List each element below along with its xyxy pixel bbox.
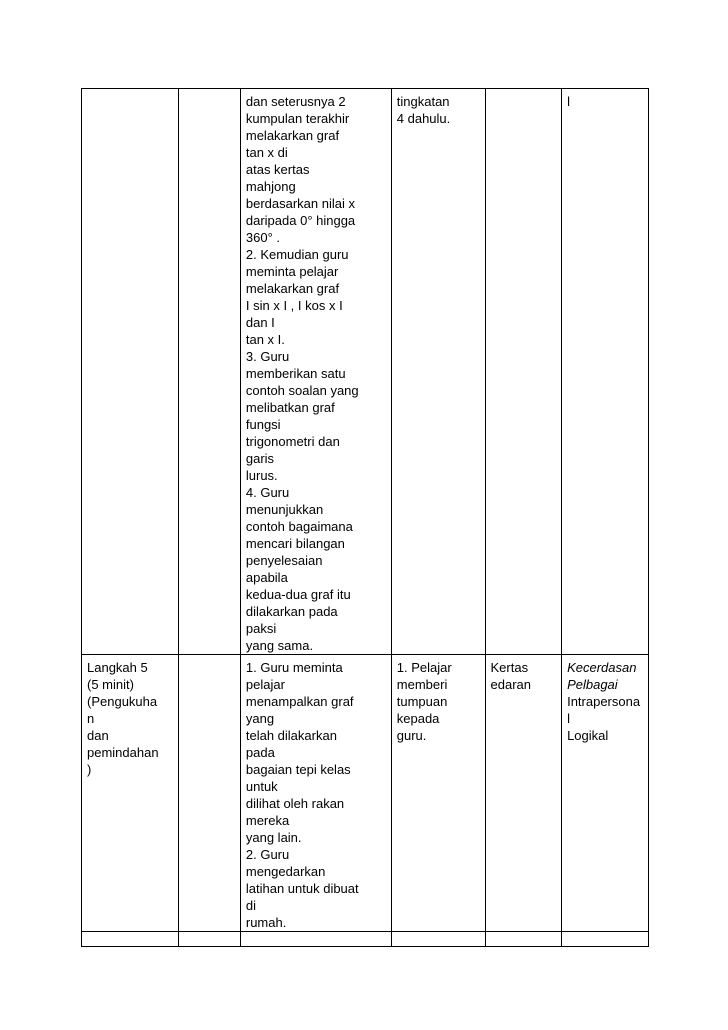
student-activity-cell xyxy=(391,89,485,655)
text-line: meminta pelajar xyxy=(245,264,339,279)
table-row xyxy=(82,89,649,655)
text-line: latihan untuk dibuat xyxy=(245,881,359,896)
text-line: Logikal xyxy=(567,728,609,743)
text-line: memberikan satu xyxy=(245,366,346,381)
objective-cell xyxy=(179,89,241,655)
teacher-activity-cell xyxy=(240,89,391,655)
text-line: tan x I. xyxy=(245,332,285,347)
text-line: apabila xyxy=(245,570,288,585)
text-line: 360° . xyxy=(245,230,280,245)
text-line: paksi xyxy=(245,621,277,636)
text-line: mencari bilangan xyxy=(245,536,345,551)
teacher-activity-cell xyxy=(240,655,391,932)
text-line: dilihat oleh rakan xyxy=(245,796,345,811)
objective-cell xyxy=(179,655,241,932)
notes-cell xyxy=(562,89,649,655)
empty-cell xyxy=(82,932,179,947)
materials-cell xyxy=(485,655,562,932)
text-line: menunjukkan xyxy=(245,502,324,517)
student-activity-cell xyxy=(391,655,485,932)
text-line: (5 minit) xyxy=(87,677,134,692)
text-line: dan seterusnya 2 xyxy=(245,94,346,109)
empty-cell xyxy=(391,932,485,947)
text-line: 4. Guru xyxy=(245,485,290,500)
text-line: 3. Guru xyxy=(245,349,290,364)
text-line: edaran xyxy=(490,677,531,692)
text-line: Pelbagai xyxy=(567,677,618,692)
text-line: kumpulan terakhir xyxy=(245,111,350,126)
text-line: pada xyxy=(245,745,275,760)
text-line: Kertas xyxy=(490,660,529,675)
text-line: melakarkan graf xyxy=(245,281,340,296)
text-line: bagaian tepi kelas xyxy=(245,762,351,777)
text-line: 2. Guru xyxy=(245,847,290,862)
text-line: tumpuan xyxy=(396,694,448,709)
text-line: n xyxy=(87,711,95,726)
text-line: contoh bagaimana xyxy=(245,519,353,534)
text-line: dan I xyxy=(245,315,275,330)
text-line: mahjong xyxy=(245,179,296,194)
table-row xyxy=(82,655,649,932)
lesson-plan-table xyxy=(81,88,649,947)
text-line: l xyxy=(567,94,570,109)
text-line: ) xyxy=(87,762,92,777)
text-line: daripada 0° hingga xyxy=(245,213,356,228)
text-line: untuk xyxy=(245,779,278,794)
text-line: pelajar xyxy=(245,677,285,692)
text-line: mengedarkan xyxy=(245,864,326,879)
text-line: tingkatan xyxy=(396,94,450,109)
text-line: contoh soalan yang xyxy=(245,383,359,398)
text-line: 2. Kemudian guru xyxy=(245,247,349,262)
text-line: Langkah 5 xyxy=(87,660,148,675)
empty-cell xyxy=(562,932,649,947)
text-line: fungsi xyxy=(245,417,281,432)
text-line: 4 dahulu. xyxy=(396,111,451,126)
empty-cell xyxy=(485,932,562,947)
text-line: melakarkan graf xyxy=(245,128,340,143)
text-line: yang xyxy=(245,711,275,726)
text-line: kedua-dua graf itu xyxy=(245,587,351,602)
text-line: lurus. xyxy=(245,468,278,483)
text-line: rumah. xyxy=(245,915,287,930)
text-line: garis xyxy=(245,451,275,466)
text-line: Kecerdasan xyxy=(567,660,637,675)
text-line: yang sama. xyxy=(245,638,314,653)
text-line: dilakarkan pada xyxy=(245,604,338,619)
text-line: dan xyxy=(87,728,109,743)
text-line: Intrapersona xyxy=(567,694,641,709)
text-line: di xyxy=(245,898,256,913)
text-line: melibatkan graf xyxy=(245,400,335,415)
notes-italic-lines xyxy=(567,659,644,693)
text-line: tan x di xyxy=(245,145,288,160)
text-line: guru. xyxy=(396,728,427,743)
text-line: telah dilakarkan xyxy=(245,728,337,743)
text-line: kepada xyxy=(396,711,440,726)
step-cell xyxy=(82,655,179,932)
text-line: penyelesaian xyxy=(245,553,323,568)
text-line: trigonometri dan xyxy=(245,434,340,449)
empty-cell xyxy=(179,932,241,947)
text-line: mereka xyxy=(245,813,290,828)
text-line: (Pengukuha xyxy=(87,694,158,709)
empty-cell xyxy=(240,932,391,947)
text-line: l xyxy=(567,711,570,726)
materials-cell xyxy=(485,89,562,655)
notes-cell xyxy=(562,655,649,932)
text-line: atas kertas xyxy=(245,162,310,177)
text-line: yang lain. xyxy=(245,830,302,845)
notes-plain-lines xyxy=(567,693,644,744)
text-line: 1. Guru meminta xyxy=(245,660,343,675)
text-line: I sin x I , I kos x I xyxy=(245,298,343,313)
text-line: menampalkan graf xyxy=(245,694,354,709)
text-line: 1. Pelajar xyxy=(396,660,452,675)
text-line: berdasarkan nilai x xyxy=(245,196,355,211)
table-row xyxy=(82,932,649,947)
step-cell xyxy=(82,89,179,655)
text-line: pemindahan xyxy=(87,745,159,760)
text-line: memberi xyxy=(396,677,448,692)
